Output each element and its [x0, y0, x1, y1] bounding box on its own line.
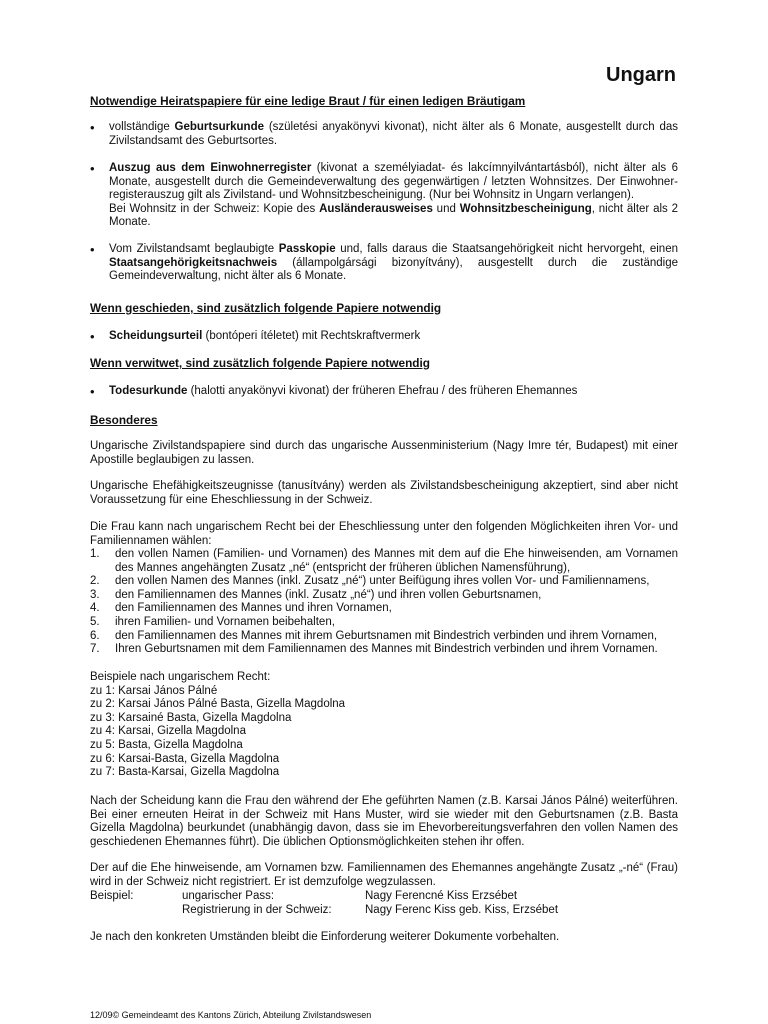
paragraph-namenswahl: Die Frau kann nach ungarischem Recht bei der Eheschliessung unter den folgenden Möglichkeiten ihren Vor- und Familiennamen wählen: — [90, 521, 678, 547]
example-cell: Registrierung in der Schweiz: — [182, 904, 332, 916]
list-item: 3. den Familiennamen des Mannes (inkl. Zusatz „né“) und ihren vollen Geburtsnamen, — [90, 588, 542, 601]
example-label: Beispiel: — [90, 890, 134, 902]
list-item: zu 5: Basta, Gizella Magdolna — [90, 738, 243, 751]
section-heading-besonderes: Besonderes — [90, 413, 158, 427]
example-table — [90, 890, 678, 918]
bullet-icon: • — [90, 120, 95, 135]
list-item-passkopie: • Vom Zivilstandsamt beglaubigte Passkopie und, falls daraus die Staatsangehörigkeit nicht hervorgeht, einen Staatsangehörigkeitsnachweis (állampolgársági bizonyítvány), ausgestellt durch die zuständige Gemeindeverwaltung, nicht älter als 6 Monate. — [90, 242, 678, 283]
example-cell: ungarischer Pass: — [182, 890, 275, 902]
list-item: 7. Ihren Geburtsnamen mit dem Familiennamen des Mannes mit Bindestrich verbinden und ihrem Vornamen. — [90, 643, 658, 656]
section-heading-ledig: Notwendige Heiratspapiere für eine ledige Braut / für einen ledigen Bräutigam — [90, 94, 526, 108]
paragraph-scheidung: Nach der Scheidung kann die Frau den während der Ehe geführten Namen (z.B. Karsai János Pálné) weiterführen. Bei einer erneuten Heirat in der Schweiz mit Hans Muster, wird sie wieder mit den Geburtsnamen (z.B. Basta Gizella Magdolna) beurkundet (unabhängig davon, dass sie im Ehevorbereitungsverfahren den vollen Namen des geschiedenen Ehemannes führt). Die üblichen Optionsmöglichkeiten stehen ihr offen. — [90, 795, 678, 848]
list-item: 1. den vollen Namen (Familien- und Vornamen) des Mannes mit dem auf die Ehe hinweisenden, am Vornamen des Mannes angehängten Zusatz „né“ (entspricht der früheren üblichen Namensführung), — [90, 548, 678, 574]
section-heading-verwitwet: Wenn verwitwet, sind zusätzlich folgende Papiere notwendig — [90, 356, 430, 370]
paragraph-zusatz-ne: Der auf die Ehe hinweisende, am Vornamen bzw. Familiennamen des Ehemannes angehängte Zusatz „-né“ (Frau) wird in der Schweiz nicht registriert. Er ist demzufolge wegzulassen. — [90, 862, 678, 888]
page-title: Ungarn — [606, 64, 676, 86]
examples-block — [90, 671, 345, 780]
list-item-einwohnerregister: • Auszug aus dem Einwohnerregister (kivonat a személyiadat- és lakcímnyilvántartásból), nicht älter als 6 Monate, ausgestellt durch die Gemeindeverwaltung des gegenwärtigen / letzten Wohnsitzes. Der Einwohnerregisterauszug gilt als Zivilstand- und Wohnsitzbescheinigung. (Nur bei Wohnsitz in Ungarn verlangen). Bei Wohnsitz in der Schweiz: Kopie des Ausländerausweises und Wohnsitzbescheinigung, nicht älter als 2 Monate. — [90, 161, 679, 229]
example-cell: Nagy Ferencné Kiss Erzsébet — [365, 890, 518, 902]
section-heading-geschieden: Wenn geschieden, sind zusätzlich folgende Papiere notwendig — [90, 301, 442, 315]
list-item-todesurkunde: • Todesurkunde (halotti anyakönyvi kivonat) der früheren Ehefrau / des früheren Ehemannes — [90, 384, 578, 399]
list-item: zu 3: Karsainé Basta, Gizella Magdolna — [90, 711, 292, 724]
paragraph-ehefaehigkeit: Ungarische Ehefähigkeitszeugnisse (tanusítvány) werden als Zivilstandsbescheinigung akzeptiert, sind aber nicht Voraussetzung für eine Eheschliessung in der Schweiz. — [90, 480, 678, 506]
list-item: zu 4: Karsai, Gizella Magdolna — [90, 725, 246, 738]
example-cell: Nagy Ferenc Kiss geb. Kiss, Erzsébet — [365, 904, 559, 916]
list-item: 6. den Familiennamen des Mannes mit ihrem Geburtsnamen mit Bindestrich verbinden und ihrem Vornamen, — [90, 629, 658, 642]
list-item-geburtsurkunde: • vollständige Geburtsurkunde (születési anyakönyvi kivonat), nicht älter als 6 Monate, ausgestellt durch das Zivilstandsamt des Geburtsortes. — [90, 120, 679, 147]
list-item: 4. den Familiennamen des Mannes und ihren Vornamen, — [90, 602, 392, 615]
list-item: zu 1: Karsai János Pálné — [90, 684, 218, 697]
list-item: zu 7: Basta-Karsai, Gizella Magdolna — [90, 766, 280, 779]
list-item: 2. den vollen Namen des Mannes (inkl. Zusatz „né“) unter Beifügung ihres vollen Vor- und Familiennamens, — [90, 575, 650, 588]
list-item: 5. ihren Familien- und Vornamen beibehalten, — [90, 615, 335, 628]
examples-title: Beispiele nach ungarischem Recht: — [90, 671, 271, 683]
bullet-icon: • — [90, 329, 95, 344]
paragraph-vorbehalt: Je nach den konkreten Umständen bleibt die Einforderung weiterer Dokumente vorbehalten. — [90, 931, 560, 943]
list-item-scheidungsurteil: • Scheidungsurteil (bontóperi ítéletet) mit Rechtskraftvermerk — [90, 329, 421, 344]
list-item: zu 6: Karsai-Basta, Gizella Magdolna — [90, 752, 280, 765]
option-list — [90, 548, 678, 657]
bullet-icon: • — [90, 161, 95, 176]
paragraph-apostille: Ungarische Zivilstandspapiere sind durch das ungarische Aussenministerium (Nagy Imre tér, Budapest) mit einer Apostille beglaubigen zu lassen. — [90, 440, 678, 466]
list-item: zu 2: Karsai János Pálné Basta, Gizella Magdolna — [90, 698, 346, 711]
bullet-icon: • — [90, 384, 95, 399]
page-footer: 12/09© Gemeindeamt des Kantons Zürich, Abteilung Zivilstandswesen — [90, 1010, 372, 1020]
bullet-icon: • — [90, 242, 95, 257]
